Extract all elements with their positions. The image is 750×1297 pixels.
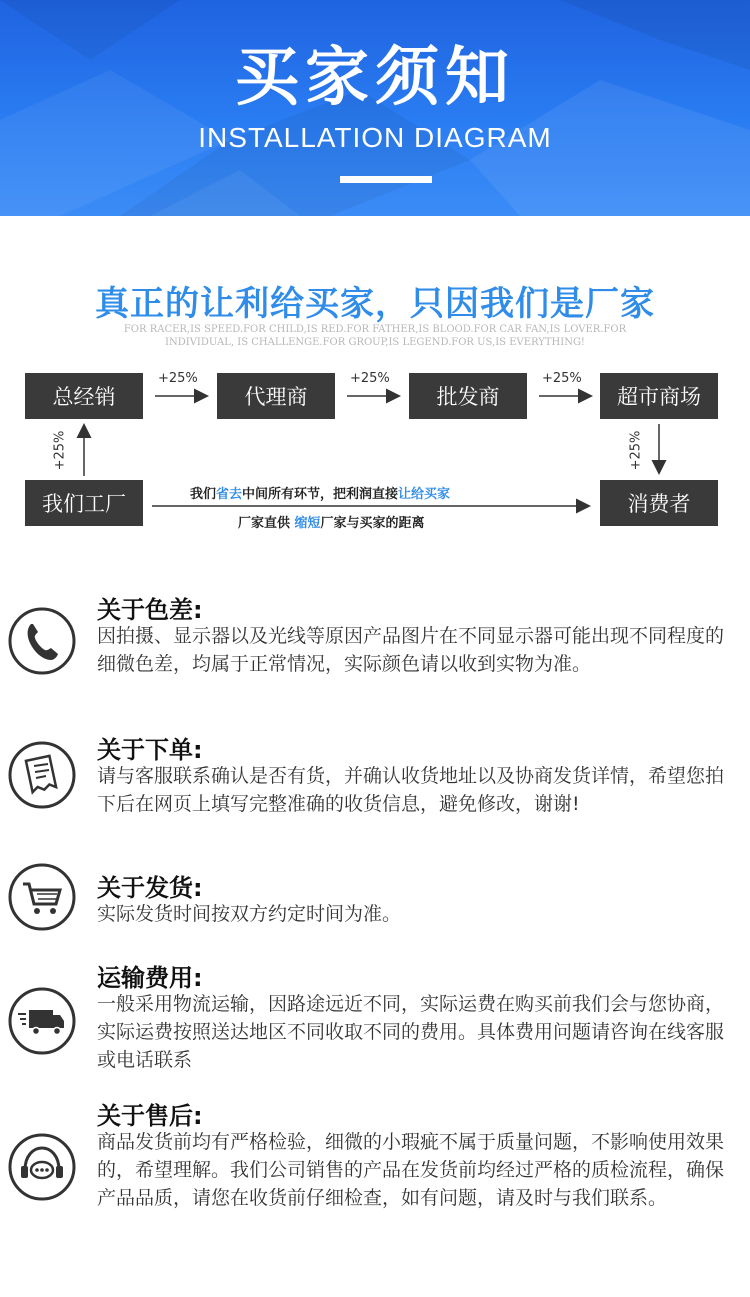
- notice-heading: 关于色差:: [97, 596, 203, 624]
- notice-text: 请与客服联系确认是否有货，并确认收货地址以及协商发货详情，希望您拍下后在网页上填写完整准确的收货信息，避免修改，谢谢!: [97, 765, 725, 815]
- node-factory: 我们工厂: [25, 480, 143, 526]
- notice-heading: 运输费用:: [97, 964, 203, 992]
- direct-text-highlight: 让给买家: [398, 487, 451, 502]
- notice-shipping: [0, 868, 750, 958]
- direct-text-highlight: 缩短: [294, 516, 321, 531]
- delivery-truck-icon: [7, 986, 77, 1056]
- notice-heading: 关于发货:: [97, 874, 203, 902]
- direct-text-part: 厂家与买家的距离: [320, 516, 425, 531]
- customer-service-icon: [7, 1132, 77, 1202]
- node-agent: 代理商: [217, 373, 335, 419]
- markup-label: +25%: [350, 371, 390, 386]
- direct-text-highlight: 省去: [216, 487, 243, 502]
- phone-icon: [7, 606, 77, 676]
- notice-heading: 关于售后:: [97, 1102, 203, 1130]
- notice-text: 因拍摄、显示器以及光线等原因产品图片在不同显示器可能出现不同程度的细微色差，均属于正常情况，实际颜色请以收到实物为准。: [97, 625, 725, 675]
- notice-text: 实际发货时间按双方约定时间为准。: [97, 903, 402, 925]
- node-consumer: 消费者: [600, 480, 718, 526]
- order-receipt-icon: [7, 740, 77, 810]
- direct-text-part: 中间所有环节，把利润直接: [242, 487, 399, 502]
- notice-text: 一般采用物流运输，因路途远近不同，实际运费在购买前我们会与您协商，实际运费按照送达地区不同收取不同的费用。具体费用问题请咨询在线客服或电话联系: [97, 993, 725, 1071]
- markup-label-vertical: +25%: [628, 430, 644, 471]
- flow-arrows: [0, 0, 750, 560]
- shorten-distance-text: [238, 512, 425, 531]
- slogan-english: FOR RACER,IS SPEED.FOR CHILD,IS RED.FOR FATHER,IS BLOOD.FOR CAR FAN,IS LOVER.FOR INDIVIDUAL, IS CHALLENGE.FOR GROUP,IS LEGEND.FOR US,IS EVERYTHING!: [123, 324, 627, 348]
- notice-text: 商品发货前均有严格检验，细微的小瑕疵不属于质量问题，不影响使用效果的，希望理解。我们公司销售的产品在发货前均经过严格的质检流程，确保产品品质，请您在收货前仔细检查，如有问题，请及时与我们联系。: [97, 1131, 725, 1209]
- notice-color-difference: [0, 590, 750, 710]
- notice-heading: 关于下单:: [97, 736, 203, 764]
- direct-text-part: 我们: [190, 487, 217, 502]
- markup-label: +25%: [542, 371, 582, 386]
- banner-title: 买家须知: [235, 41, 515, 115]
- markup-label: +25%: [158, 371, 198, 386]
- notice-ordering: [0, 730, 750, 850]
- markup-label-vertical: +25%: [52, 430, 68, 471]
- node-wholesaler: 批发商: [409, 373, 527, 419]
- node-supermarket: 超市商场: [600, 373, 718, 419]
- node-distributor: 总经销: [25, 373, 143, 419]
- notice-transport-fees: [0, 958, 750, 1078]
- direct-supply-text: [190, 483, 450, 502]
- direct-text-part: 厂家直供: [238, 516, 295, 531]
- slogan-heading: 真正的让利给买家，只因我们是厂家: [95, 284, 655, 324]
- banner-subtitle: INSTALLATION DIAGRAM: [198, 122, 552, 153]
- shopping-cart-icon: [7, 862, 77, 932]
- notice-after-sales: [0, 1096, 750, 1256]
